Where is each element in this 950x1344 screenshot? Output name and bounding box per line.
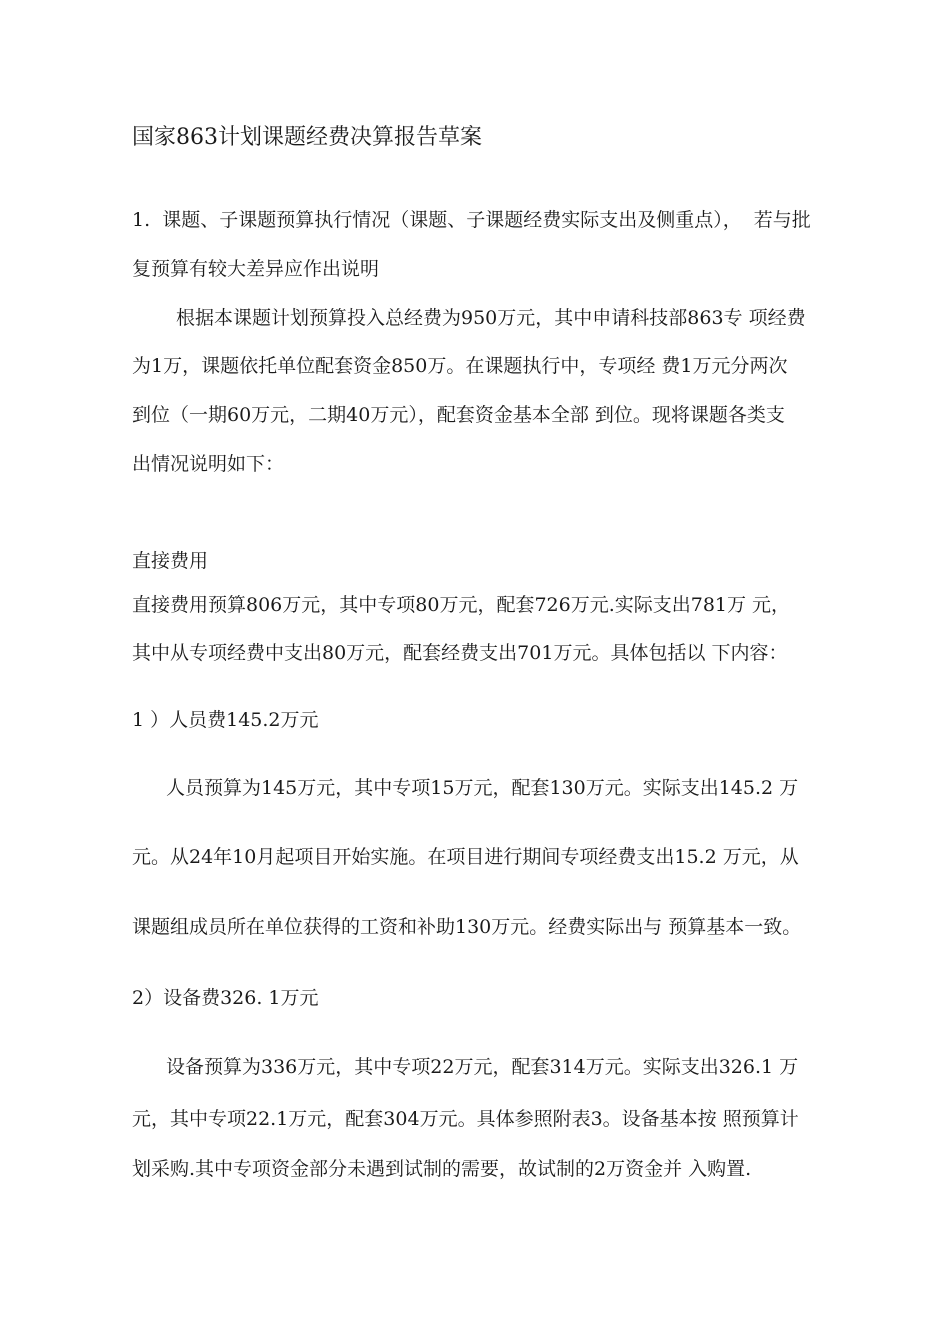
direct-cost-paragraph-line: 其中从专项经费中支出80万元，配套经费支出701万元。具体包括以 下内容： bbox=[132, 642, 788, 664]
direct-cost-paragraph-line: 直接费用预算806万元，其中专项80万元，配套726万元.实际支出781万 元， bbox=[132, 594, 791, 616]
document-title: 国家863计划课题经费决算报告草案 bbox=[132, 125, 482, 150]
intro-paragraph-line: 为1万，课题依托单位配套资金850万。在课题执行中，专项经 费1万元分两次 bbox=[132, 355, 788, 377]
direct-cost-heading: 直接费用 bbox=[132, 550, 209, 572]
personnel-paragraph-line: 元。从24年10月起项目开始实施。在项目进行期间专项经费支出15.2 万元，从 bbox=[132, 846, 799, 868]
personnel-paragraph-line: 人员预算为145万元，其中专项15万元，配套130万元。实际支出145.2 万 bbox=[166, 777, 799, 799]
equipment-heading: 2）设备费326. 1万元 bbox=[132, 987, 319, 1009]
equipment-paragraph-line: 划采购.其中专项资金部分未遇到试制的需要，故试制的2万资金并 入购置. bbox=[132, 1158, 752, 1180]
section1-heading-line: 复预算有较大差异应作出说明 bbox=[132, 258, 380, 280]
intro-paragraph-line: 到位（一期60万元，二期40万元），配套资金基本全部 到位。现将课题各类支 bbox=[132, 404, 785, 426]
equipment-paragraph-line: 元，其中专项22.1万元，配套304万元。具体参照附表3。设备基本按 照预算计 bbox=[132, 1108, 799, 1130]
intro-paragraph-line: 出情况说明如下： bbox=[132, 453, 285, 475]
personnel-paragraph-line: 课题组成员所在单位获得的工资和补助130万元。经费实际出与 预算基本一致。 bbox=[132, 916, 802, 938]
intro-paragraph-line: 根据本课题计划预算投入总经费为950万元，其中申请科技部863专 项经费 bbox=[176, 307, 806, 329]
equipment-paragraph-line: 设备预算为336万元，其中专项22万元，配套314万元。实际支出326.1 万 bbox=[166, 1056, 799, 1078]
section1-heading-line: 1. 课题、子课题预算执行情况（课题、子课题经费实际支出及侧重点）， 若与批 bbox=[132, 209, 811, 231]
personnel-heading: 1 ）人员费145.2万元 bbox=[132, 709, 319, 731]
